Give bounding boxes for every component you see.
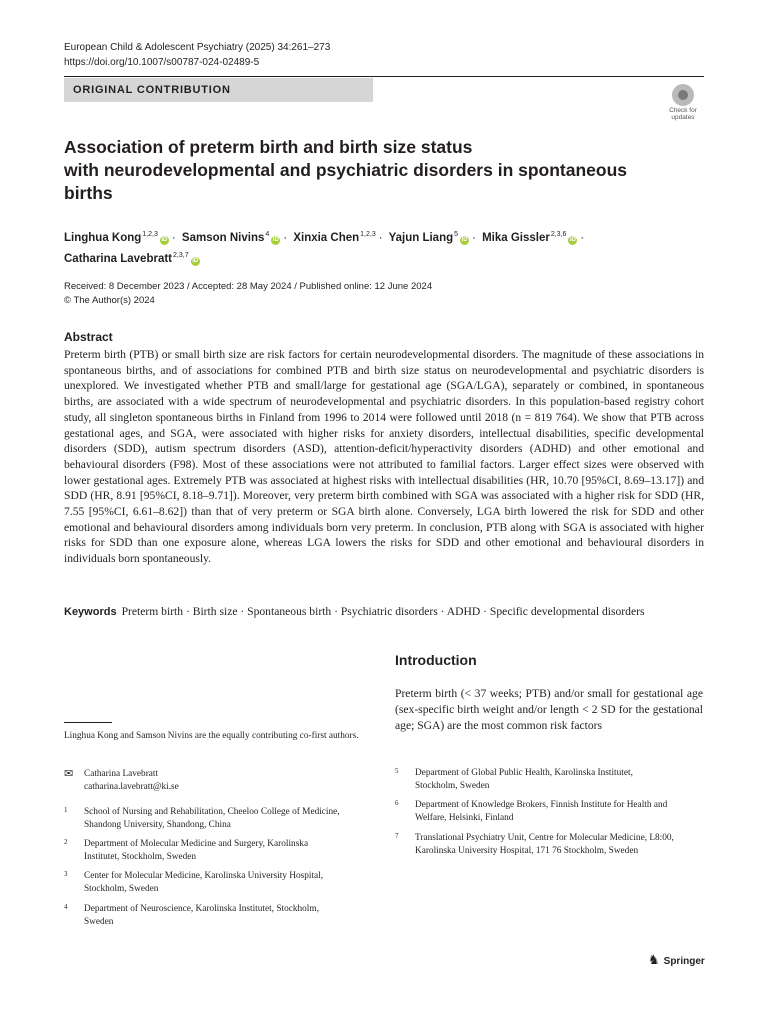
publication-dates [64, 280, 432, 308]
article-title [64, 136, 664, 205]
affiliation-number: 7 [395, 832, 399, 840]
journal-citation: European Child & Adolescent Psychiatry (2025) 34:261–273 [64, 42, 331, 53]
footnote-divider [64, 722, 112, 723]
orcid-icon[interactable]: iD [272, 237, 279, 243]
author-separator: · [171, 232, 176, 244]
check-for-updates-badge[interactable] [664, 84, 702, 124]
check-updates-icon [672, 84, 694, 106]
affiliation-number: 6 [395, 799, 399, 807]
affiliation-text: Department of Global Public Health, Karolinska Institutet, Stockholm, Sweden [415, 768, 633, 791]
author-list [64, 226, 704, 268]
doi-link[interactable]: https://doi.org/10.1007/s00787-024-02489-5 [64, 57, 260, 68]
affiliation [395, 832, 675, 857]
date-history: Received: 8 December 2023 / Accepted: 28 May 2024 / Published online: 12 June 2024 [64, 281, 433, 292]
correspondence-email[interactable]: catharina.lavebratt@ki.se [84, 781, 179, 792]
author-row [64, 226, 704, 247]
affiliation [64, 903, 344, 928]
author-name: Yajun Liang [388, 232, 454, 244]
envelope-icon: ✉ [64, 768, 74, 780]
introduction-text: Preterm birth (< 37 weeks; PTB) and/or small for gestational age (sex-specific birth weight and/or length < 2 SD for the gestational age; SGA) are the most common risk factors [395, 687, 703, 732]
author-name: Catharina Lavebratt [64, 253, 173, 265]
author-name: Xinxia Chen [293, 232, 360, 244]
header-rule [64, 76, 704, 77]
keywords-list: Preterm birth · Birth size · Spontaneous birth · Psychiatric disorders · ADHD · Specific developmental disorders [121, 605, 645, 618]
introduction-heading: Introduction [395, 652, 477, 668]
affiliation [395, 767, 675, 792]
title-line: Association of preterm birth and birth size status [64, 137, 473, 157]
title-line: births [64, 183, 113, 203]
author-affiliation-numbers: 2,3,6 [550, 231, 567, 238]
affiliation-number: 5 [395, 767, 399, 775]
abstract-text: Preterm birth (PTB) or small birth size are risk factors for certain neurodevelopmental disorders. The magnitude of these associations in spontaneous births, and of associations for combined PTB and birth size status on neurodevelopmental and psychiatric disorders is unexplored. We investigated whether PTB and small/large for gestational age (SGA/LGA), separately or combined, in spontaneous births, are associated with a wide spectrum of neurodevelopmental and psychiatric disorders. In this population-based registry cohort study, all singleton spontaneous births in Finland from 1996 to 2014 were followed until 2018 (n = 819 764). We show that PTB across gestational ages, and SGA, were associated with higher risks for anxiety disorders, intellectual disabilities, specific developmental disorders (SDD), autism spectrum disorders (ASD), attention-deficit/hyperactivity disorders (ADHD) and other emotional and behavioural disorders (F98). Most of these associations were not attributed to familial factors. Larger effect sizes were observed with lower gestational ages. Extremely PTB was associated at highest risks with intellectual disabilities (HR, 10.70 [95%CI, 8.69–13.17]) and SDD (HR, 8.91 [95%CI, 8.18–9.71]). Moreover, very preterm birth combined with SGA was associated with a higher risk for SDD (HR, 7.55 [95%CI, 6.61–8.62]) than that of very preterm or SGA birth alone. Conversely, LGA birth lowered the risk for SDD and other emotional and behavioural disorders among individuals born very preterm. In conclusion, PTB along with SGA is associated with higher risks for SDD than one exposure alone, whereas LGA lowers the risks for SDD and other emotional and behavioural disorders in individuals born spontaneously. [64, 348, 704, 566]
author-affiliation-numbers: 1,2,3 [142, 231, 158, 238]
author-separator: · [580, 232, 585, 244]
affiliation-text: Department of Knowledge Brokers, Finnish Institute for Health and Welfare, Helsinki, Finland [415, 800, 668, 823]
affiliation-text: Center for Molecular Medicine, Karolinska University Hospital, Stockholm, Sweden [84, 871, 324, 894]
title-line: with neurodevelopmental and psychiatric disorders in spontaneous [64, 160, 628, 180]
author-affiliation-numbers: 4 [265, 231, 270, 238]
author-affiliation-numbers: 5 [454, 231, 459, 238]
abstract-heading: Abstract [64, 330, 113, 344]
author-affiliation-numbers: 1,2,3 [360, 231, 376, 238]
orcid-icon[interactable]: iD [161, 237, 168, 243]
springer-horse-icon: ♞ [648, 952, 660, 967]
orcid-icon[interactable]: iD [569, 237, 576, 243]
author-name: Samson Nivins [181, 232, 265, 244]
affiliation-text: Department of Molecular Medicine and Surgery, Karolinska Institutet, Stockholm, Sweden [84, 839, 309, 862]
affiliation [395, 799, 675, 824]
equal-contribution-note: Linghua Kong and Samson Nivins are the equally contributing co-first authors. [64, 731, 359, 741]
author-separator: · [378, 232, 383, 244]
affiliation [64, 870, 344, 895]
affiliation-text: School of Nursing and Rehabilitation, Cheeloo College of Medicine, Shandong University, Shandong, China [84, 807, 340, 830]
correspondence [64, 768, 364, 793]
orcid-icon[interactable]: iD [461, 237, 468, 243]
orcid-icon[interactable]: iD [192, 258, 199, 264]
affiliation [64, 806, 344, 831]
author-row [64, 247, 704, 268]
author-separator: · [283, 232, 288, 244]
affiliation-number: 3 [64, 870, 68, 878]
author-name: Linghua Kong [64, 232, 142, 244]
journal-header [64, 40, 330, 70]
affiliation-number: 1 [64, 806, 68, 814]
article-type-banner: ORIGINAL CONTRIBUTION [64, 78, 373, 102]
check-updates-label: Check for updates [669, 107, 697, 121]
affiliation-text: Department of Neuroscience, Karolinska Institutet, Stockholm, Sweden [84, 904, 319, 927]
keywords-label: Keywords [64, 606, 117, 618]
correspondence-name: Catharina Lavebratt [84, 769, 159, 779]
publisher-name: Springer [663, 956, 705, 967]
affiliation-number: 2 [64, 838, 68, 846]
author-separator: · [472, 232, 476, 244]
copyright: © The Author(s) 2024 [64, 295, 155, 306]
affiliation-text: Translational Psychiatry Unit, Centre for Molecular Medicine, L8:00, Karolinska University Hospital, 171 76 Stockholm, Sweden [415, 833, 674, 856]
affiliation [64, 838, 344, 863]
author-affiliation-numbers: 2,3,7 [173, 252, 189, 259]
affiliation-number: 4 [64, 903, 68, 911]
author-name: Mika Gissler [482, 232, 550, 244]
publisher-logo [648, 952, 705, 968]
keywords [64, 604, 704, 620]
